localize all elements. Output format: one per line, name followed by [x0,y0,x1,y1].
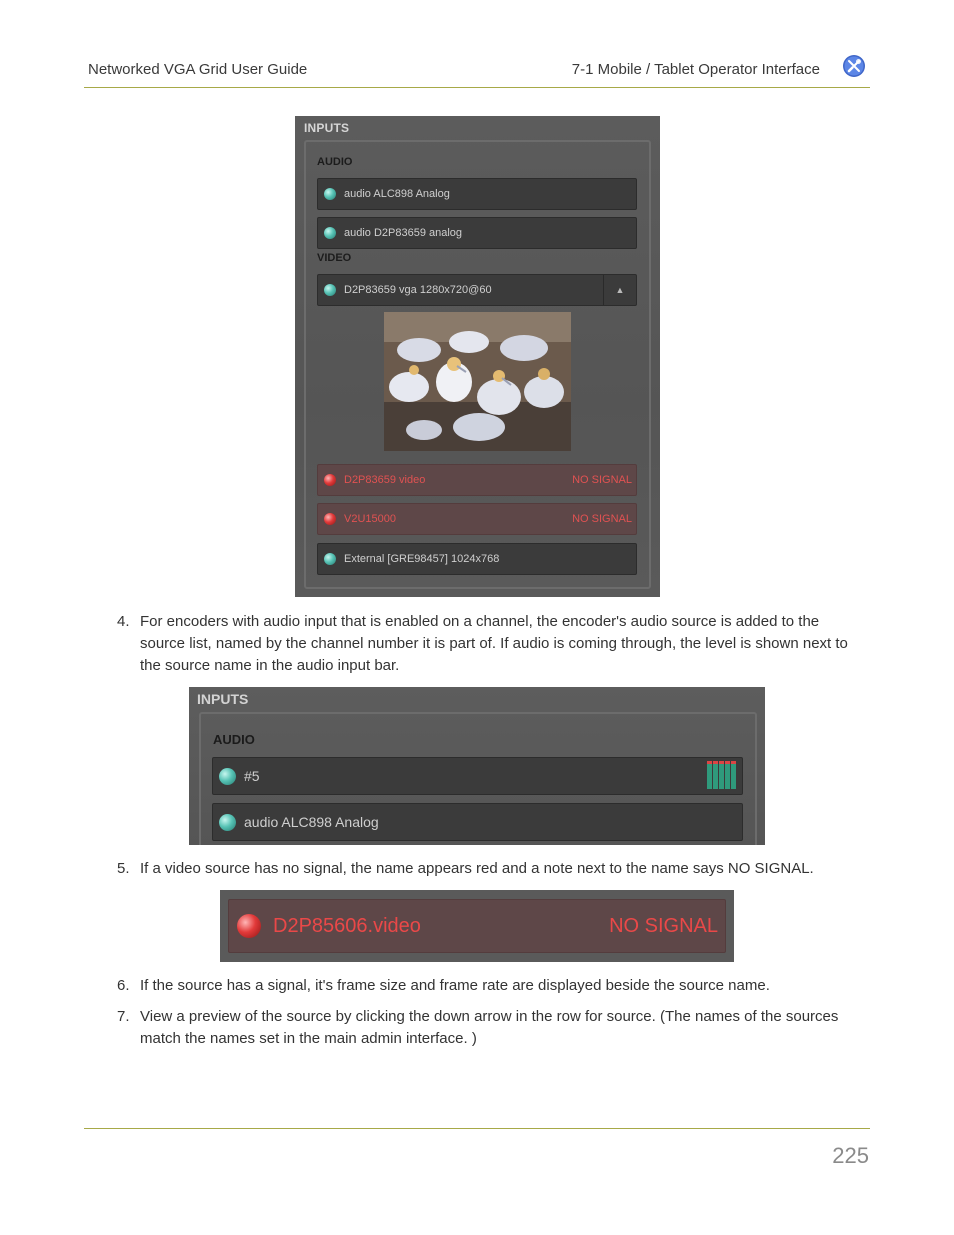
source-name: D2P83659 video [344,474,426,486]
video-source-row[interactable] [228,899,726,953]
no-signal-note: NO SIGNAL [572,513,632,525]
list-text: View a preview of the source by clicking the down arrow in the row for source. (The names of the sources match the names set in the main admin interface. ) [140,1008,839,1047]
chevron-up-icon[interactable]: ▲ [603,275,636,305]
audio-section-label: AUDIO [213,732,255,747]
source-name: #5 [244,768,260,784]
list-text: If the source has a signal, it's frame size and frame rate are displayed beside the source name. [140,977,770,994]
list-item [117,611,867,677]
list-item [117,858,867,880]
list-item [117,975,867,997]
source-name: V2U15000 [344,513,396,525]
meter-bar [731,761,736,789]
audio-source-row[interactable] [317,178,637,210]
status-led-icon [324,513,336,525]
meter-bar [707,761,712,789]
status-led-icon [237,914,261,938]
source-name: External [GRE98457] 1024x768 [344,553,500,565]
list-number: 6. [117,977,130,994]
status-led-icon [324,284,336,296]
video-source-row[interactable] [317,543,637,575]
source-name: audio ALC898 Analog [244,814,379,830]
source-name: D2P83659 vga 1280x720@60 [344,284,492,296]
running-header-section: 7-1 Mobile / Tablet Operator Interface [571,61,820,78]
list-text: For encoders with audio input that is enabled on a channel, the encoder's audio source is added to the source list, named by the channel number it is part of. If audio is coming through, the level is shown next to the source name in the audio input bar. [140,613,848,674]
audio-level-screenshot [189,687,765,845]
status-led-icon [324,227,336,239]
page-number: 225 [832,1143,869,1168]
running-header-title: Networked VGA Grid User Guide [88,61,308,78]
no-signal-note: NO SIGNAL [572,474,632,486]
meter-bar [719,761,724,789]
video-source-row[interactable] [317,464,637,496]
video-section-label: VIDEO [317,252,352,264]
header-divider [84,87,870,88]
list-number: 7. [117,1008,130,1025]
no-signal-note: NO SIGNAL [609,914,718,937]
status-led-icon [324,553,336,565]
audio-source-row[interactable] [317,217,637,249]
footer-divider [84,1128,870,1129]
inputs-title: INPUTS [197,691,249,707]
meter-bar [713,761,718,789]
status-led-icon [219,768,236,785]
list-number: 4. [117,613,130,630]
list-item [117,1006,867,1050]
tools-icon [842,54,866,78]
audio-level-meter [707,761,736,789]
source-name: D2P85606.video [273,914,421,937]
source-name: audio ALC898 Analog [344,188,450,200]
status-led-icon [324,188,336,200]
video-source-row-expanded[interactable] [317,274,637,306]
list-text: If a video source has no signal, the name appears red and a note next to the name says NO SIGNAL. [140,860,814,877]
audio-source-row[interactable] [212,803,743,841]
audio-section-label: AUDIO [317,156,353,168]
no-signal-screenshot [220,890,734,962]
status-led-icon [219,814,236,831]
source-preview-image [384,312,571,451]
source-name: audio D2P83659 analog [344,227,463,239]
inputs-panel-screenshot [295,116,660,597]
meter-bar [725,761,730,789]
video-source-row[interactable] [317,503,637,535]
audio-source-row[interactable] [212,757,743,795]
inputs-title: INPUTS [304,121,350,135]
list-number: 5. [117,860,130,877]
status-led-icon [324,474,336,486]
